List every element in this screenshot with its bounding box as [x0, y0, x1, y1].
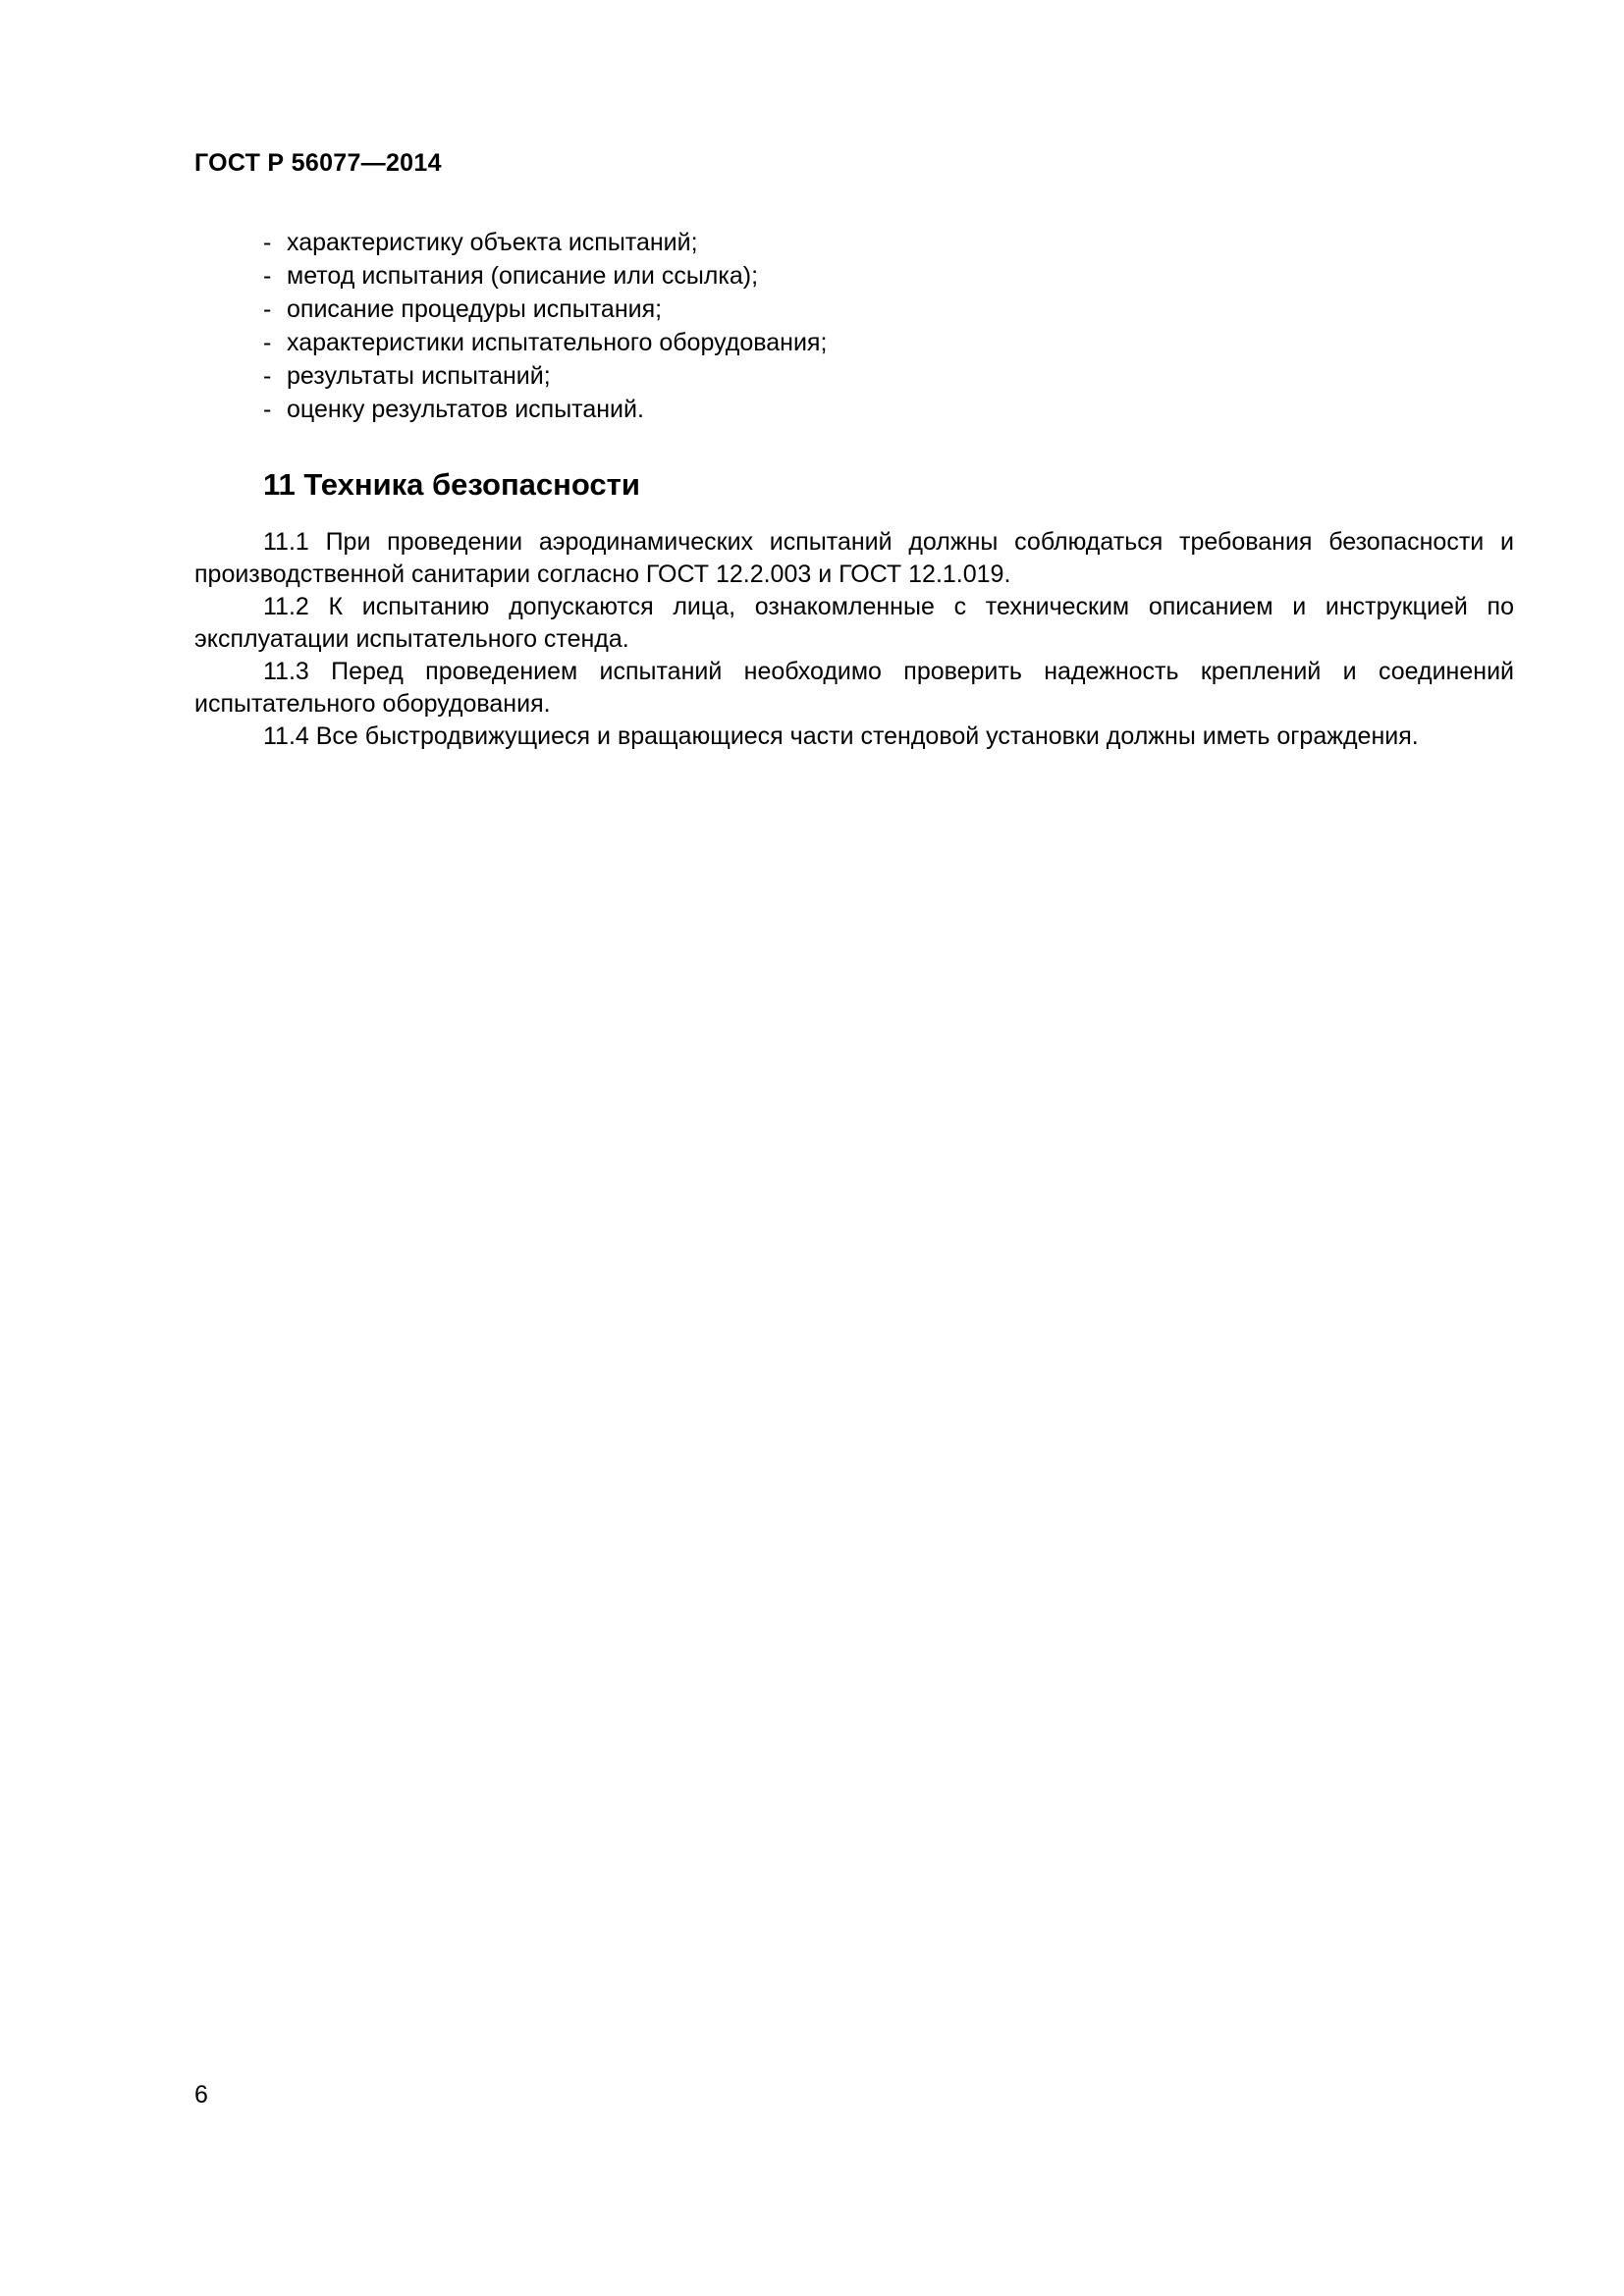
paragraph-11-1	[194, 526, 1514, 591]
list-item-text: характеристики испытательного оборудования;	[287, 329, 828, 356]
list-bullet: -	[263, 295, 272, 323]
section-body	[194, 526, 1514, 753]
list-item-text: результаты испытаний;	[287, 362, 551, 390]
paragraph-11-4	[194, 721, 1514, 753]
paragraph-text: 11.4 Все быстродвижущиеся и вращающиеся части стендовой установки должны иметь ограждения.	[263, 722, 1419, 750]
list-bullet: -	[263, 329, 272, 356]
document-code-header: ГОСТ Р 56077—2014	[194, 149, 442, 177]
page-number: 6	[194, 2081, 208, 2109]
list-bullet: -	[263, 262, 272, 290]
list-bullet: -	[263, 396, 272, 423]
paragraph-text: 11.1 При проведении аэродинамических испытаний должны соблюдаться требования безопасности и производственной санитарии согласно ГОСТ 12.2.003 и ГОСТ 12.1.019.	[194, 528, 1514, 588]
paragraph-11-2	[194, 591, 1514, 656]
section-heading: 11 Техника безопасности	[263, 467, 640, 502]
list-bullet: -	[263, 229, 272, 256]
list-item	[263, 393, 827, 426]
list-item-text: характеристику объекта испытаний;	[287, 229, 698, 256]
list-item-text: описание процедуры испытания;	[287, 295, 663, 323]
list-bullet: -	[263, 362, 272, 390]
list-item	[263, 293, 827, 326]
requirements-list	[263, 226, 827, 426]
paragraph-11-3	[194, 656, 1514, 721]
list-item	[263, 259, 827, 293]
list-item-text: метод испытания (описание или ссылка);	[287, 262, 759, 290]
list-item	[263, 226, 827, 259]
list-item	[263, 359, 827, 393]
list-item	[263, 326, 827, 359]
paragraph-text: 11.2 К испытанию допускаются лица, ознакомленные с техническим описанием и инструкцией по эксплуатации испытательного стенда.	[194, 593, 1514, 653]
paragraph-text: 11.3 Перед проведением испытаний необходимо проверить надежность креплений и соединений испытательного оборудования.	[194, 658, 1514, 718]
list-item-text: оценку результатов испытаний.	[287, 396, 644, 423]
